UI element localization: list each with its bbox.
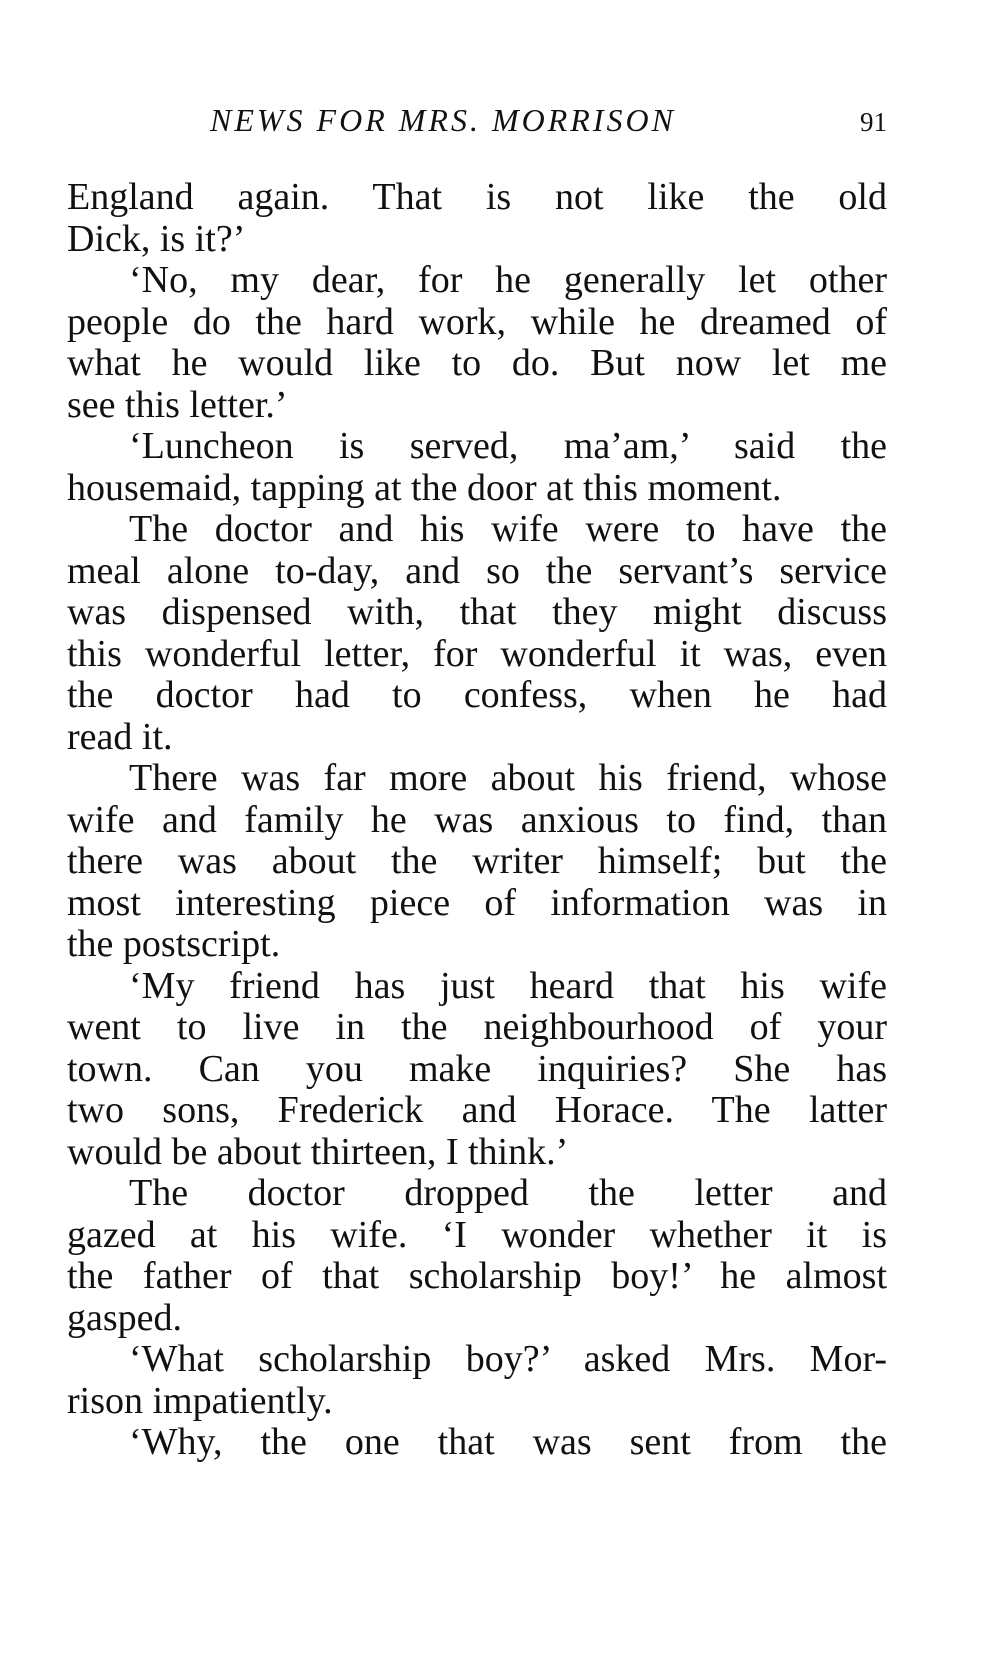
text-line: the postscript. (67, 924, 281, 965)
running-head (0, 100, 1000, 140)
text-line: wife and family he was anxious to find, than (67, 799, 887, 841)
text-line: two sons, Frederick and Horace. The latter (67, 1090, 887, 1131)
text-line: what he would like to do. But now let me (67, 343, 887, 384)
text-line: most interesting piece of information was in (67, 882, 887, 924)
text-line: England again. That is not like the old (67, 177, 887, 218)
text-line: this wonderful letter, for wonderful it was, even (67, 633, 887, 675)
text-line: meal alone to-day, and so the servant’s service (67, 550, 887, 592)
text-line: ‘Why, the one that was sent from the (129, 1422, 887, 1463)
page-number: 91 (860, 107, 887, 137)
text-line: ‘No, my dear, for he generally let other (129, 260, 887, 301)
text-line: Dick, is it?’ (67, 218, 246, 260)
text-line: see this letter.’ (67, 384, 288, 426)
running-title: NEWS FOR MRS. MORRISON (210, 102, 676, 138)
text-line: people do the hard work, while he dreamed of (67, 301, 887, 343)
text-line: gazed at his wife. ‘I wonder whether it is (67, 1214, 887, 1256)
text-line: read it. (67, 716, 173, 758)
text-line: rison impatiently. (67, 1380, 333, 1422)
text-line: would be about thirteen, I think.’ (67, 1131, 569, 1173)
text-line: gasped. (67, 1297, 183, 1339)
text-line: ‘Luncheon is served, ma’am,’ said the (129, 426, 887, 467)
text-line: ‘What scholarship boy?’ asked Mrs. Mor- (129, 1339, 887, 1380)
text-line: town. Can you make inquiries? She has (67, 1048, 887, 1090)
text-line: There was far more about his friend, whose (129, 758, 887, 799)
text-line: housemaid, tapping at the door at this moment. (67, 467, 782, 509)
text-line: there was about the writer himself; but the (67, 841, 887, 882)
text-line: ‘My friend has just heard that his wife (129, 965, 887, 1007)
text-line: the doctor had to confess, when he had (67, 675, 887, 716)
text-line: went to live in the neighbourhood of your (67, 1007, 887, 1048)
text-line: was dispensed with, that they might discuss (67, 592, 887, 633)
text-line: the father of that scholarship boy!’ he almost (67, 1256, 887, 1297)
body-text (67, 177, 887, 1464)
text-line: The doctor dropped the letter and (129, 1173, 887, 1214)
text-line: The doctor and his wife were to have the (129, 509, 887, 550)
